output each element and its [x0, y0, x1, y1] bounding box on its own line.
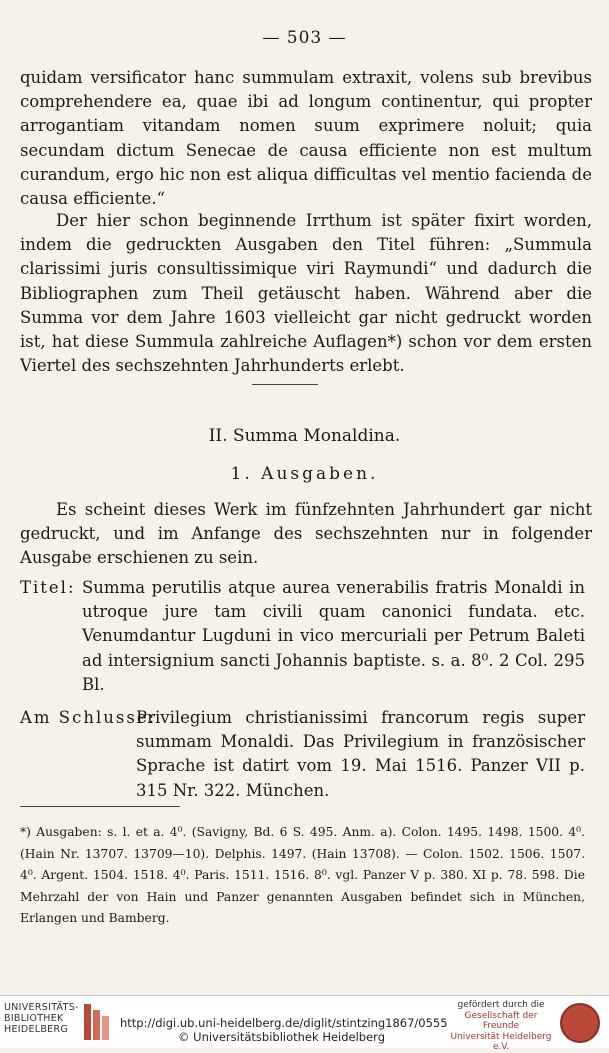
- entry-am-schlusse: [20, 706, 585, 819]
- paragraph-latin-quote: quidam versificator hanc summulam extraxit, volens sub brevibus comprehendere ea, quae ibi ad longum continentur, qui propter arrogantiam vitandam nomen suum exprimere noluit; quia secundam dictum Senecae de causa efficiente non est multum curandum, ergo hic non est aliqua difficultas vel mentio facienda de causa efficiente.“: [20, 68, 592, 209]
- footnote: *) Ausgaben: s. l. et a. 4⁰. (Savigny, Bd. 6 S. 495. Anm. a). Colon. 1495. 1498. 1500. 4⁰. (Hain Nr. 13707. 13709—10). Delphis. 1497. (Hain 13708). — Colon. 1502. 1506. 1507. 4⁰. Argent. 1504. 1518. 4⁰. Paris. 1511. 1516. 8⁰. vgl. Panzer V p. 380. XI p. 78. 598. Die Mehrzahl der von Hain und Panzer genannten Ausgaben befindet sich in München, Erlangen und Bamberg.: [20, 825, 585, 925]
- entry-titel: [20, 576, 585, 714]
- library-name: UNIVERSITÄTS- BIBLIOTHEK HEIDELBERG: [4, 1002, 79, 1035]
- society-seal-icon: [560, 1003, 600, 1043]
- section-title: II. Summa Monaldina.: [208, 426, 401, 446]
- subsection-title: 1. Ausgaben.: [230, 464, 379, 484]
- digitization-footer: [0, 995, 609, 1052]
- paragraph-ausgaben: Es scheint dieses Werk im fünfzehnten Jahrhundert gar nicht gedruckt, und im Anfange des sechszehnten nur in folgender Ausgabe erschienen zu sein.: [20, 500, 592, 568]
- titel-label: Titel:: [20, 578, 76, 597]
- copyright-notice: © Universitätsbibliothek Heidelberg: [178, 1030, 386, 1044]
- schluss-label: Am Schlusse:: [20, 708, 157, 727]
- funding-note: gefördert durch die Gesellschaft der Freunde Universität Heidelberg e.V.: [450, 1000, 552, 1052]
- schluss-text: Privilegium christianissimi francorum regis super summam Monaldi. Das Privilegium in französischer Sprache ist datirt vom 19. Mai 1516. Panzer VII p. 315 Nr. 322. München.: [136, 708, 585, 800]
- section-divider: [252, 384, 318, 385]
- paragraph-irrthum: Der hier schon beginnende Irrthum ist später fixirt worden, indem die gedruckten Ausgaben den Titel führen: „Summula clarissimi juris consultissimique viri Raymundi“ und dadurch die Bibliographen zum Theil getäuscht haben. Während aber die Summa vor dem Jahre 1603 vielleicht gar nicht gedruckt worden ist, hat diese Summula zahlreiche Auflagen*) schon vor dem ersten Viertel des sechszehnten Jahrhunderts erlebt.: [20, 211, 592, 376]
- titel-text: Summa perutilis atque aurea venerabilis fratris Monaldi in utroque jure tam civili quam canonici fundata. etc. Venumdantur Lugduni in vico mercuriali per Petrum Baleti ad intersignium sancti Johannis baptiste. s. a. 8⁰. 2 Col. 295 Bl.: [82, 578, 585, 694]
- footnote-rule: [20, 806, 180, 807]
- page-number: — 503 —: [262, 28, 347, 48]
- permalink-url[interactable]: http://digi.ub.uni-heidelberg.de/diglit/stintzing1867/0555: [120, 1016, 448, 1030]
- library-logo-icon: [82, 1002, 112, 1042]
